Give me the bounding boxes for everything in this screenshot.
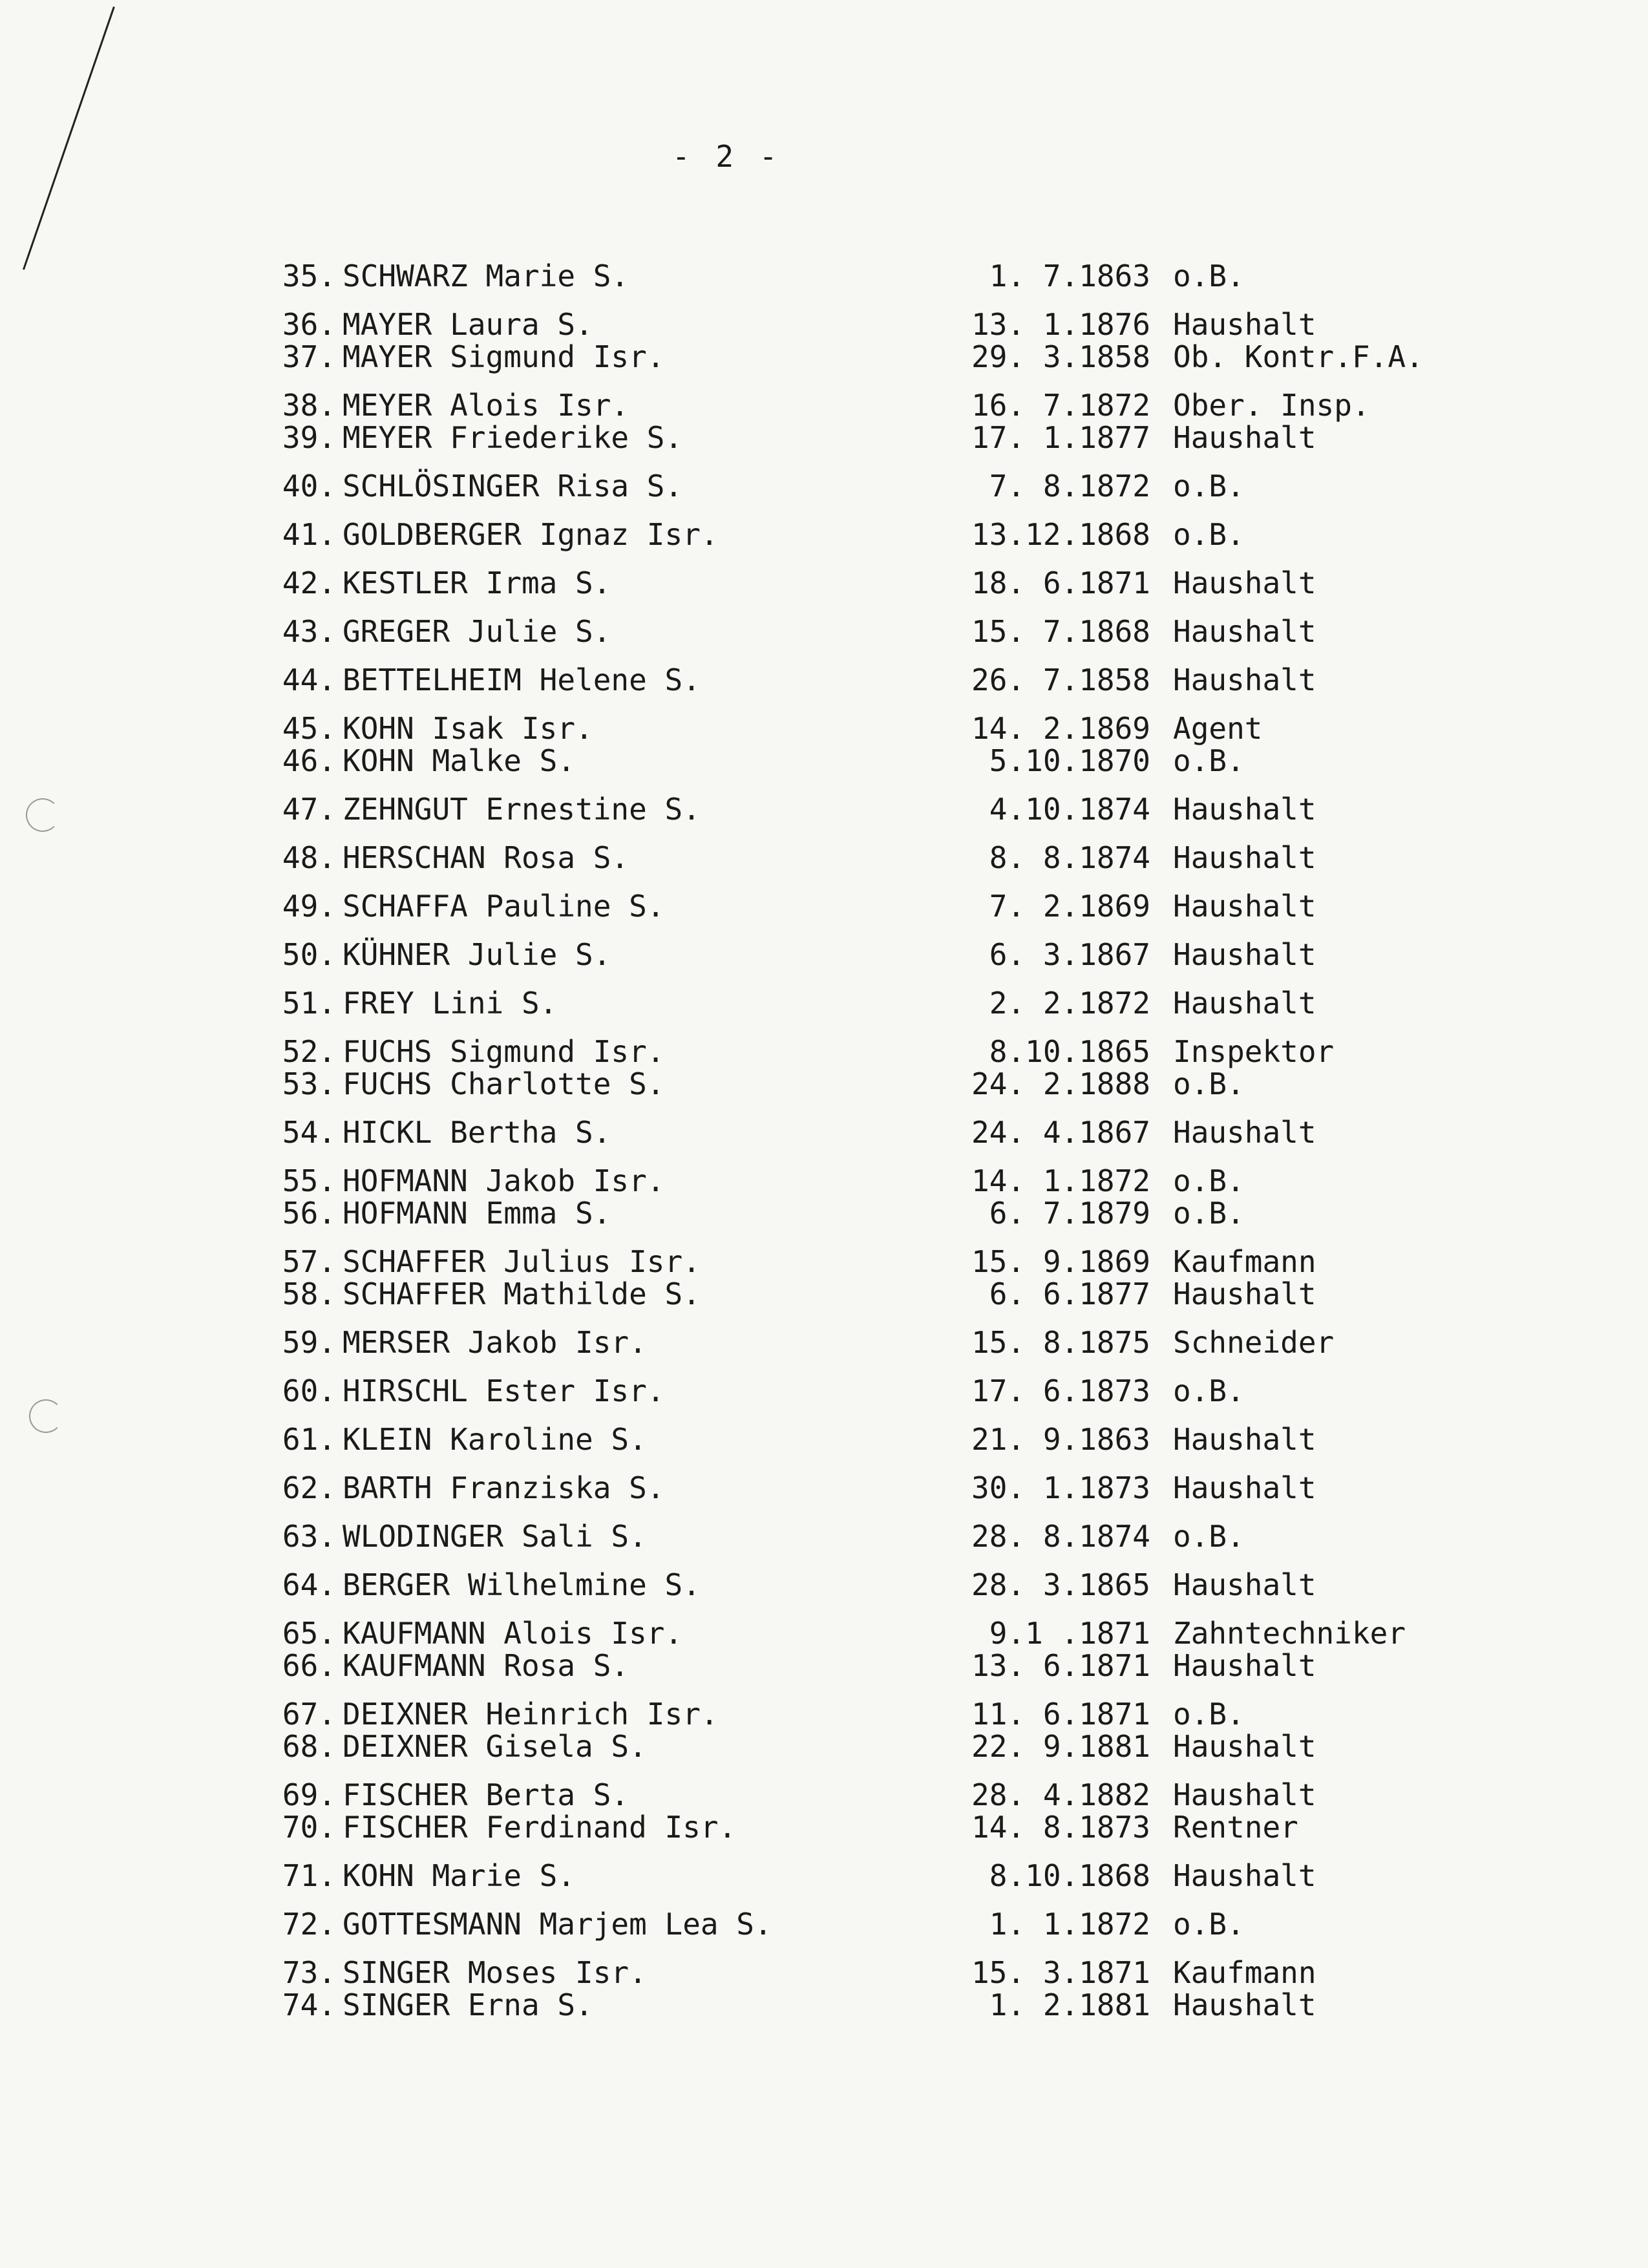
entry-name: MEYER Friederike S.	[343, 420, 683, 455]
entry-birthdate: 17. 6.1873	[971, 1373, 1150, 1408]
entry-birthdate: 11. 6.1871	[971, 1697, 1150, 1732]
list-entry	[0, 1616, 1648, 1651]
entry-birthdate: 7. 8.1872	[989, 469, 1150, 503]
list-entry	[0, 1955, 1648, 1990]
entry-birthdate: 1. 2.1881	[989, 1987, 1150, 2022]
list-entry	[0, 1244, 1648, 1279]
entry-name: HOFMANN Jakob Isr.	[343, 1163, 665, 1198]
list-entry	[0, 743, 1648, 778]
entry-birthdate: 5.10.1870	[989, 743, 1150, 778]
entry-name: SINGER Erna S.	[343, 1987, 593, 2022]
entry-number: 44.	[282, 662, 336, 697]
entry-name: HICKL Bertha S.	[343, 1115, 611, 1150]
list-entry	[0, 517, 1648, 552]
entry-name: MERSER Jakob Isr.	[343, 1325, 647, 1360]
entry-occupation: o.B.	[1173, 517, 1245, 552]
list-entry	[0, 1777, 1648, 1812]
entry-number: 57.	[282, 1244, 336, 1279]
entry-name: SCHAFFA Pauline S.	[343, 889, 665, 924]
entry-number: 73.	[282, 1955, 336, 1990]
entry-birthdate: 14. 2.1869	[971, 711, 1150, 746]
entry-name: SINGER Moses Isr.	[343, 1955, 647, 1990]
entry-number: 60.	[282, 1373, 336, 1408]
entry-number: 52.	[282, 1034, 336, 1069]
entry-occupation: Haushalt	[1173, 792, 1316, 827]
list-entry	[0, 388, 1648, 423]
entry-number: 50.	[282, 937, 336, 972]
entry-birthdate: 15. 7.1868	[971, 614, 1150, 649]
entry-occupation: Haushalt	[1173, 1987, 1316, 2022]
entry-number: 47.	[282, 792, 336, 827]
entry-birthdate: 22. 9.1881	[971, 1729, 1150, 1764]
list-entry	[0, 1115, 1648, 1150]
entry-occupation: Haushalt	[1173, 840, 1316, 875]
entry-name: KAUFMANN Alois Isr.	[343, 1616, 683, 1651]
list-entry	[0, 1470, 1648, 1505]
list-entry	[0, 1648, 1648, 1683]
list-entry	[0, 1277, 1648, 1311]
entry-name: FUCHS Charlotte S.	[343, 1066, 665, 1101]
entry-name: GREGER Julie S.	[343, 614, 611, 649]
entry-name: KÜHNER Julie S.	[343, 937, 611, 972]
list-entry	[0, 339, 1648, 374]
entry-number: 74.	[282, 1987, 336, 2022]
entry-birthdate: 1. 1.1872	[989, 1907, 1150, 1942]
entry-name: GOLDBERGER Ignaz Isr.	[343, 517, 719, 552]
entry-birthdate: 17. 1.1877	[971, 420, 1150, 455]
entry-number: 40.	[282, 469, 336, 503]
entry-number: 53.	[282, 1066, 336, 1101]
entry-occupation: Haushalt	[1173, 1777, 1316, 1812]
entry-occupation: Haushalt	[1173, 614, 1316, 649]
list-entry	[0, 1729, 1648, 1764]
entry-name: FREY Lini S.	[343, 986, 558, 1021]
entry-number: 61.	[282, 1422, 336, 1457]
entry-occupation: Haushalt	[1173, 1277, 1316, 1311]
entry-name: DEIXNER Heinrich Isr.	[343, 1697, 719, 1732]
entry-birthdate: 6. 3.1867	[989, 937, 1150, 972]
entry-number: 68.	[282, 1729, 336, 1764]
entry-birthdate: 6. 6.1877	[989, 1277, 1150, 1311]
entry-name: SCHAFFER Mathilde S.	[343, 1277, 701, 1311]
entry-birthdate: 28. 8.1874	[971, 1519, 1150, 1554]
entry-number: 42.	[282, 566, 336, 600]
list-entry	[0, 662, 1648, 697]
entry-number: 56.	[282, 1196, 336, 1231]
entry-birthdate: 21. 9.1863	[971, 1422, 1150, 1457]
entry-birthdate: 6. 7.1879	[989, 1196, 1150, 1231]
entry-occupation: Haushalt	[1173, 1567, 1316, 1602]
entry-number: 55.	[282, 1163, 336, 1198]
entry-occupation: o.B.	[1173, 1907, 1245, 1942]
list-entry	[0, 469, 1648, 503]
entry-birthdate: 13.12.1868	[971, 517, 1150, 552]
entry-number: 71.	[282, 1858, 336, 1893]
list-entry	[0, 1519, 1648, 1554]
list-entry	[0, 307, 1648, 342]
entry-occupation: o.B.	[1173, 1196, 1245, 1231]
entry-occupation: o.B.	[1173, 1066, 1245, 1101]
entry-occupation: Haushalt	[1173, 1422, 1316, 1457]
entry-number: 37.	[282, 339, 336, 374]
entry-birthdate: 14. 1.1872	[971, 1163, 1150, 1198]
scan-edge-line	[23, 6, 115, 270]
entry-name: KAUFMANN Rosa S.	[343, 1648, 629, 1683]
entry-name: MAYER Sigmund Isr.	[343, 339, 665, 374]
entry-occupation: Haushalt	[1173, 420, 1316, 455]
entry-name: KESTLER Irma S.	[343, 566, 611, 600]
entry-number: 65.	[282, 1616, 336, 1651]
entry-name: BERGER Wilhelmine S.	[343, 1567, 701, 1602]
entry-name: HERSCHAN Rosa S.	[343, 840, 629, 875]
entry-occupation: Kaufmann	[1173, 1244, 1316, 1279]
entry-birthdate: 16. 7.1872	[971, 388, 1150, 423]
entry-occupation: Kaufmann	[1173, 1955, 1316, 1990]
entry-name: DEIXNER Gisela S.	[343, 1729, 647, 1764]
entry-occupation: Ober. Insp.	[1173, 388, 1370, 423]
entry-number: 51.	[282, 986, 336, 1021]
entry-name: SCHAFFER Julius Isr.	[343, 1244, 701, 1279]
entry-number: 62.	[282, 1470, 336, 1505]
entry-birthdate: 15. 8.1875	[971, 1325, 1150, 1360]
entry-birthdate: 4.10.1874	[989, 792, 1150, 827]
entry-birthdate: 24. 2.1888	[971, 1066, 1150, 1101]
entry-occupation: o.B.	[1173, 259, 1245, 293]
entry-occupation: Haushalt	[1173, 986, 1316, 1021]
entry-number: 45.	[282, 711, 336, 746]
entry-occupation: Haushalt	[1173, 1858, 1316, 1893]
entry-birthdate: 14. 8.1873	[971, 1810, 1150, 1845]
entry-number: 59.	[282, 1325, 336, 1360]
entry-name: HIRSCHL Ester Isr.	[343, 1373, 665, 1408]
entry-number: 63.	[282, 1519, 336, 1554]
entry-number: 49.	[282, 889, 336, 924]
list-entry	[0, 259, 1648, 293]
list-entry	[0, 1196, 1648, 1231]
entry-name: KOHN Marie S.	[343, 1858, 576, 1893]
entry-name: FISCHER Ferdinand Isr.	[343, 1810, 737, 1845]
entry-occupation: Haushalt	[1173, 937, 1316, 972]
list-entry	[0, 1567, 1648, 1602]
list-entry	[0, 1858, 1648, 1893]
entry-occupation: Schneider	[1173, 1325, 1335, 1360]
list-entry	[0, 711, 1648, 746]
list-entry	[0, 1810, 1648, 1845]
list-entry	[0, 1325, 1648, 1360]
entry-birthdate: 9.1 .1871	[989, 1616, 1150, 1651]
entry-name: FISCHER Berta S.	[343, 1777, 629, 1812]
entry-occupation: o.B.	[1173, 469, 1245, 503]
entry-number: 38.	[282, 388, 336, 423]
list-entry	[0, 1163, 1648, 1198]
list-entry	[0, 840, 1648, 875]
entry-birthdate: 8.10.1868	[989, 1858, 1150, 1893]
entry-name: FUCHS Sigmund Isr.	[343, 1034, 665, 1069]
entry-occupation: o.B.	[1173, 1697, 1245, 1732]
entry-birthdate: 1. 7.1863	[989, 259, 1150, 293]
entry-birthdate: 26. 7.1858	[971, 662, 1150, 697]
entry-number: 70.	[282, 1810, 336, 1845]
entry-number: 66.	[282, 1648, 336, 1683]
entry-number: 58.	[282, 1277, 336, 1311]
entry-birthdate: 29. 3.1858	[971, 339, 1150, 374]
entry-occupation: Inspektor	[1173, 1034, 1335, 1069]
entry-name: MAYER Laura S.	[343, 307, 593, 342]
entry-birthdate: 13. 1.1876	[971, 307, 1150, 342]
entry-occupation: Haushalt	[1173, 889, 1316, 924]
list-entry	[0, 1697, 1648, 1732]
entry-birthdate: 8.10.1865	[989, 1034, 1150, 1069]
entry-occupation: Ob. Kontr.F.A.	[1173, 339, 1424, 374]
list-entry	[0, 566, 1648, 600]
list-entry	[0, 1034, 1648, 1069]
entry-name: SCHWARZ Marie S.	[343, 259, 629, 293]
entry-occupation: Haushalt	[1173, 1648, 1316, 1683]
entry-number: 36.	[282, 307, 336, 342]
list-entry	[0, 1422, 1648, 1457]
entry-birthdate: 15. 9.1869	[971, 1244, 1150, 1279]
entry-name: KLEIN Karoline S.	[343, 1422, 647, 1457]
entry-number: 54.	[282, 1115, 336, 1150]
list-entry	[0, 986, 1648, 1021]
entry-name: ZEHNGUT Ernestine S.	[343, 792, 701, 827]
entry-name: HOFMANN Emma S.	[343, 1196, 611, 1231]
entry-occupation: Rentner	[1173, 1810, 1298, 1845]
entry-number: 35.	[282, 259, 336, 293]
entry-birthdate: 28. 4.1882	[971, 1777, 1150, 1812]
list-entry	[0, 1907, 1648, 1942]
list-entry	[0, 792, 1648, 827]
entry-name: WLODINGER Sali S.	[343, 1519, 647, 1554]
entry-number: 64.	[282, 1567, 336, 1602]
entry-occupation: o.B.	[1173, 1519, 1245, 1554]
entry-occupation: Haushalt	[1173, 662, 1316, 697]
entry-occupation: Agent	[1173, 711, 1263, 746]
entry-number: 69.	[282, 1777, 336, 1812]
entry-number: 72.	[282, 1907, 336, 1942]
entry-occupation: o.B.	[1173, 1373, 1245, 1408]
entry-birthdate: 28. 3.1865	[971, 1567, 1150, 1602]
list-entry	[0, 1066, 1648, 1101]
entry-occupation: Zahntechniker	[1173, 1616, 1406, 1651]
entry-number: 43.	[282, 614, 336, 649]
entry-occupation: Haushalt	[1173, 1729, 1316, 1764]
entry-birthdate: 2. 2.1872	[989, 986, 1150, 1021]
list-entry	[0, 1987, 1648, 2022]
entry-number: 39.	[282, 420, 336, 455]
entry-birthdate: 15. 3.1871	[971, 1955, 1150, 1990]
entry-number: 48.	[282, 840, 336, 875]
entry-number: 41.	[282, 517, 336, 552]
page-number: - 2 -	[672, 139, 781, 174]
list-entry	[0, 937, 1648, 972]
entry-birthdate: 13. 6.1871	[971, 1648, 1150, 1683]
entry-occupation: Haushalt	[1173, 1470, 1316, 1505]
entry-occupation: o.B.	[1173, 1163, 1245, 1198]
entry-occupation: Haushalt	[1173, 1115, 1316, 1150]
entry-name: BETTELHEIM Helene S.	[343, 662, 701, 697]
entry-birthdate: 24. 4.1867	[971, 1115, 1150, 1150]
entry-occupation: Haushalt	[1173, 307, 1316, 342]
entry-number: 46.	[282, 743, 336, 778]
entry-birthdate: 18. 6.1871	[971, 566, 1150, 600]
entry-occupation: Haushalt	[1173, 566, 1316, 600]
entry-name: KOHN Malke S.	[343, 743, 576, 778]
entry-name: BARTH Franziska S.	[343, 1470, 665, 1505]
entry-name: MEYER Alois Isr.	[343, 388, 629, 423]
entry-birthdate: 7. 2.1869	[989, 889, 1150, 924]
list-entry	[0, 889, 1648, 924]
entry-name: KOHN Isak Isr.	[343, 711, 593, 746]
entry-birthdate: 30. 1.1873	[971, 1470, 1150, 1505]
entry-name: SCHLÖSINGER Risa S.	[343, 469, 683, 503]
entry-name: GOTTESMANN Marjem Lea S.	[343, 1907, 772, 1942]
entry-number: 67.	[282, 1697, 336, 1732]
list-entry	[0, 420, 1648, 455]
entry-occupation: o.B.	[1173, 743, 1245, 778]
list-entry	[0, 1373, 1648, 1408]
list-entry	[0, 614, 1648, 649]
entry-birthdate: 8. 8.1874	[989, 840, 1150, 875]
